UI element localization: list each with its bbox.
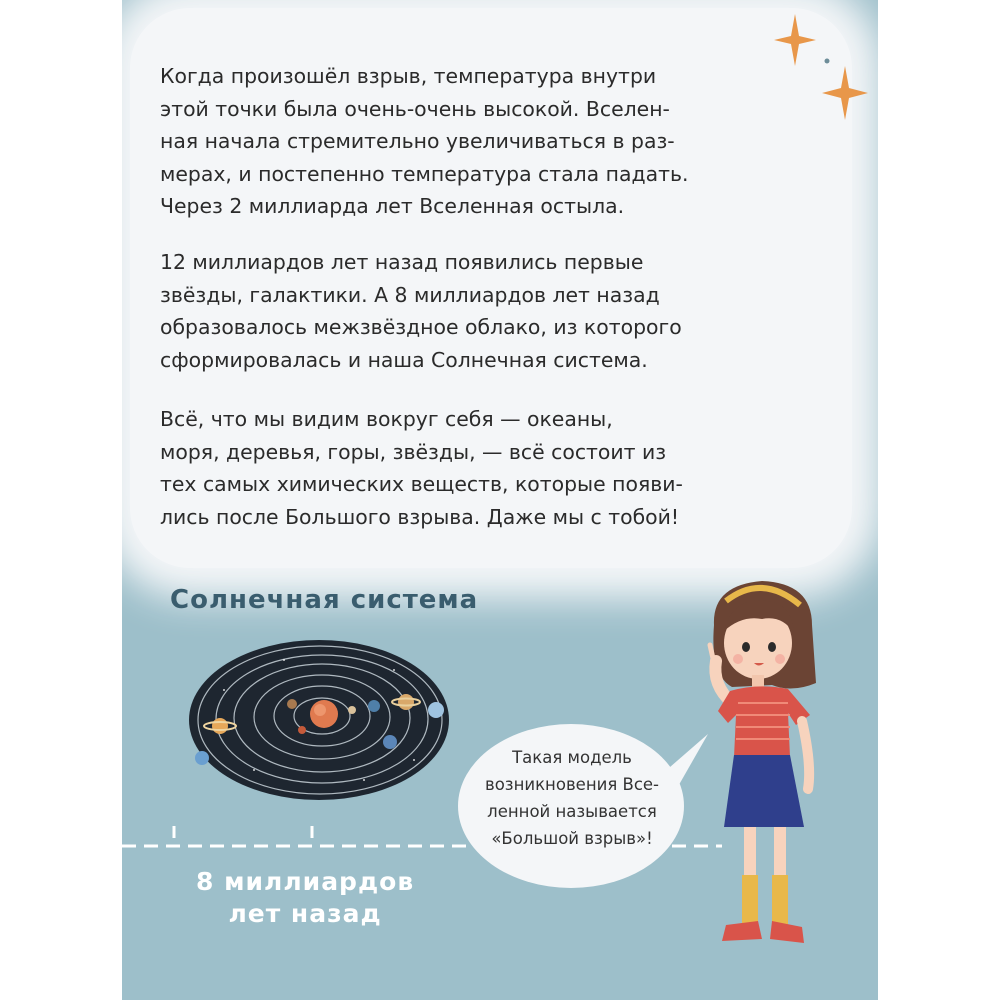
section-title: Солнечная система: [170, 585, 479, 615]
timeline-label-line: 8 миллиардов: [196, 867, 415, 896]
text-line: Через 2 миллиарда лет Вселенная остыла.: [160, 194, 625, 218]
paragraph-3: [160, 403, 800, 533]
bubble-line: «Большой взрыв»!: [491, 829, 653, 848]
solar-system-illustration: [184, 630, 454, 810]
bubble-line: Такая модель: [512, 748, 632, 767]
text-line: 12 миллиардов лет назад появились первые: [160, 250, 644, 274]
text-line: моря, деревья, горы, звёзды, — всё состоит из: [160, 439, 667, 464]
star-icon: [820, 64, 870, 122]
bubble-line: ленной называется: [487, 802, 657, 821]
girl-illustration: [692, 575, 862, 970]
text-line: Когда произошёл взрыв, температура внутри: [160, 64, 657, 88]
text-line: тех самых химических веществ, которые появи-: [160, 472, 683, 496]
paragraph-2: [160, 246, 800, 376]
timeline-label-line: лет назад: [228, 899, 382, 928]
bubble-line: возникновения Все-: [484, 775, 659, 794]
text-line: Всё, что мы видим вокруг себя — океаны,: [160, 407, 613, 431]
text-line: этой точки была очень-очень высокой. Вселен-: [160, 96, 670, 121]
text-line: образовалось межзвёздное облако, из которого: [160, 315, 682, 339]
small-dot-icon: [822, 56, 832, 66]
text-line: лись после Большого взрыва. Даже мы с тобой!: [160, 504, 680, 529]
paragraph-1: [160, 60, 800, 223]
speech-bubble-text: [472, 744, 672, 852]
text-line: звёзды, галактики. А 8 миллиардов лет назад: [160, 282, 660, 307]
book-page: [122, 0, 878, 1000]
text-line: ная начала стремительно увеличиваться в раз-: [160, 129, 675, 153]
text-line: мерах, и постепенно температура стала падать.: [160, 161, 689, 186]
text-line: сформировалась и наша Солнечная система.: [160, 347, 648, 372]
timeline-label: [196, 866, 414, 930]
